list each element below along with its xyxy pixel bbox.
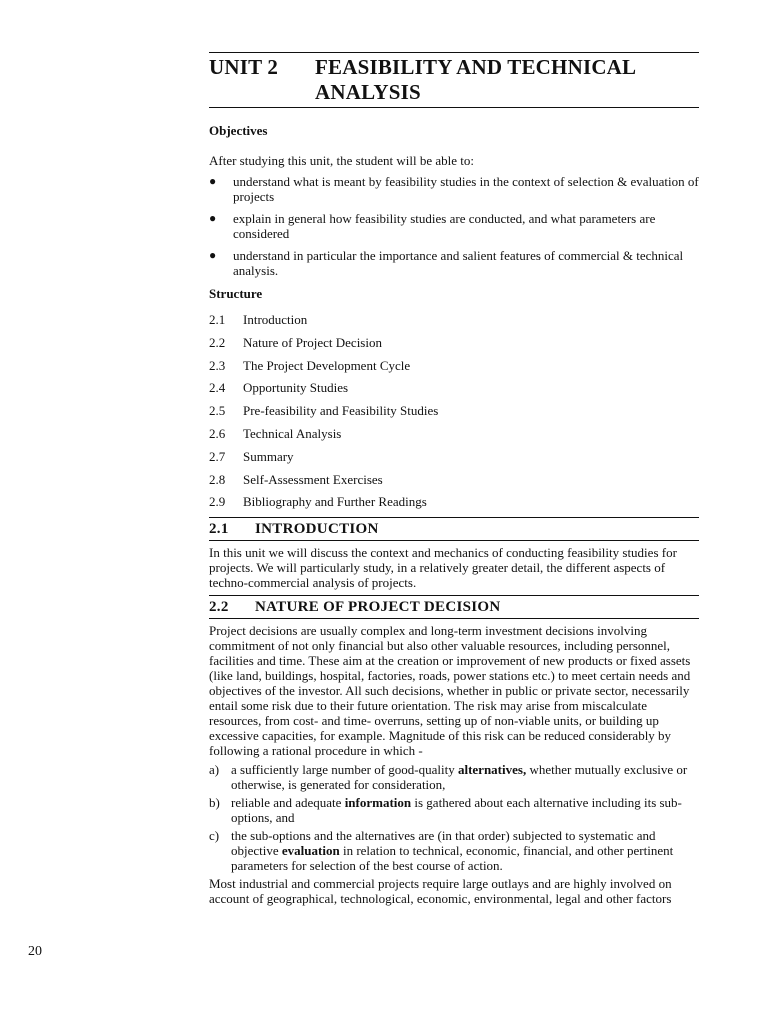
list-item xyxy=(209,449,699,464)
list-item xyxy=(209,312,699,327)
objective-text: understand in particular the importance and salient features of commercial & technical analysis. xyxy=(233,248,684,278)
item-label: c) xyxy=(209,828,220,844)
item-keyword: evaluation xyxy=(281,843,340,859)
objectives-heading: Objectives xyxy=(209,123,268,138)
item-text-before: reliable and adequate xyxy=(231,795,345,811)
unit-heading: FEASIBILITY AND TECHNICAL ANALYSIS xyxy=(315,55,636,104)
item-number: 2.7 xyxy=(209,448,226,464)
item-label: Introduction xyxy=(243,312,308,327)
list-item xyxy=(209,211,699,241)
introduction-paragraph: In this unit we will discuss the context and mechanics of conducting feasibility studies for projects. We will particularly study, in a relatively greater detail, the different aspects of techno-commercial analysis of projects. xyxy=(209,545,677,591)
procedure-list xyxy=(209,762,699,873)
list-item xyxy=(209,358,699,373)
item-text-after: whether mutually exclusive or otherwise, is generated for consideration, xyxy=(231,762,688,793)
section-title: INTRODUCTION xyxy=(255,521,379,538)
item-number: 2.8 xyxy=(209,471,226,487)
objectives-intro: After studying this unit, the student will be able to: xyxy=(209,153,475,168)
item-text-after: is gathered about each alternative including its sub-options, and xyxy=(231,795,682,826)
item-label: Opportunity Studies xyxy=(243,380,349,396)
section-number: 2.2 xyxy=(209,599,229,616)
item-number: 2.2 xyxy=(209,334,226,350)
list-item xyxy=(209,174,699,204)
list-item xyxy=(209,795,699,825)
item-label: a) xyxy=(209,762,220,778)
item-label: The Project Development Cycle xyxy=(243,357,411,373)
item-label: b) xyxy=(209,795,220,811)
item-number: 2.5 xyxy=(209,403,226,419)
item-number: 2.3 xyxy=(209,357,226,373)
item-label: Technical Analysis xyxy=(243,425,342,441)
item-label: Bibliography and Further Readings xyxy=(243,494,427,510)
item-keyword: alternatives, xyxy=(457,762,527,778)
list-item xyxy=(209,472,699,487)
item-label: Summary xyxy=(243,448,294,464)
objective-text: understand what is meant by feasibility studies in the context of selection & evaluation of projects xyxy=(233,174,699,204)
page-content xyxy=(209,52,699,906)
item-text-before: the sub-options and the alternatives are (in that order) subjected to systematic and objective xyxy=(231,828,656,859)
nature-paragraph: Project decisions are usually complex and long-term investment decisions involving commitment of not only financial but also other valuable resources, including personnel, facilities and time. These aim at the creation or improvement of new products or fixed assets (like land, buildings, hospital, factories, roads, power stations etc.) to meet certain needs and objectives of the investor. All such decisions, whether in public or private sector, necessarily entail some risk due to their future orientation. The risk may arise from miscalculate resources, from cost- and time- overruns, setting up of non-viable units, or building up excessive capacities, for example. Magnitude of this risk can be reduced considerably by following a rational procedure in which - xyxy=(209,623,691,759)
unit-title xyxy=(209,52,699,108)
item-number: 2.4 xyxy=(209,380,226,396)
list-item xyxy=(209,762,699,792)
section-heading-nature xyxy=(209,595,699,619)
item-text-after: in relation to technical, economic, financial, and other pertinent parameters for selection of the best course of action. xyxy=(231,843,674,874)
closing-paragraph: Most industrial and commercial projects require large outlays and are highly involved on account of geographical, technological, economic, environmental, legal and other factors xyxy=(209,876,672,907)
section-title: NATURE OF PROJECT DECISION xyxy=(255,599,501,616)
bullet-icon: ● xyxy=(209,174,217,188)
unit-label: UNIT 2 xyxy=(209,55,279,79)
section-number: 2.1 xyxy=(209,521,229,538)
list-item xyxy=(209,403,699,418)
page-number: 20 xyxy=(28,944,42,959)
bullet-icon: ● xyxy=(209,248,217,262)
structure-heading: Structure xyxy=(209,286,263,301)
list-item xyxy=(209,426,699,441)
list-item xyxy=(209,335,699,350)
structure-list xyxy=(209,312,699,509)
item-label: Self-Assessment Exercises xyxy=(243,471,383,487)
objectives-list xyxy=(209,174,699,278)
item-keyword: information xyxy=(344,795,412,811)
list-item xyxy=(209,380,699,395)
section-heading-introduction xyxy=(209,517,699,541)
item-label: Nature of Project Decision xyxy=(243,334,382,350)
list-item xyxy=(209,494,699,509)
item-number: 2.9 xyxy=(209,494,226,510)
list-item xyxy=(209,828,699,873)
objective-text: explain in general how feasibility studies are conducted, and what parameters are considered xyxy=(233,211,656,241)
item-number: 2.1 xyxy=(209,312,226,327)
item-number: 2.6 xyxy=(209,425,226,441)
item-text-before: a sufficiently large number of good-quality xyxy=(231,762,458,778)
list-item xyxy=(209,248,699,278)
bullet-icon: ● xyxy=(209,211,217,225)
item-label: Pre-feasibility and Feasibility Studies xyxy=(243,403,439,419)
